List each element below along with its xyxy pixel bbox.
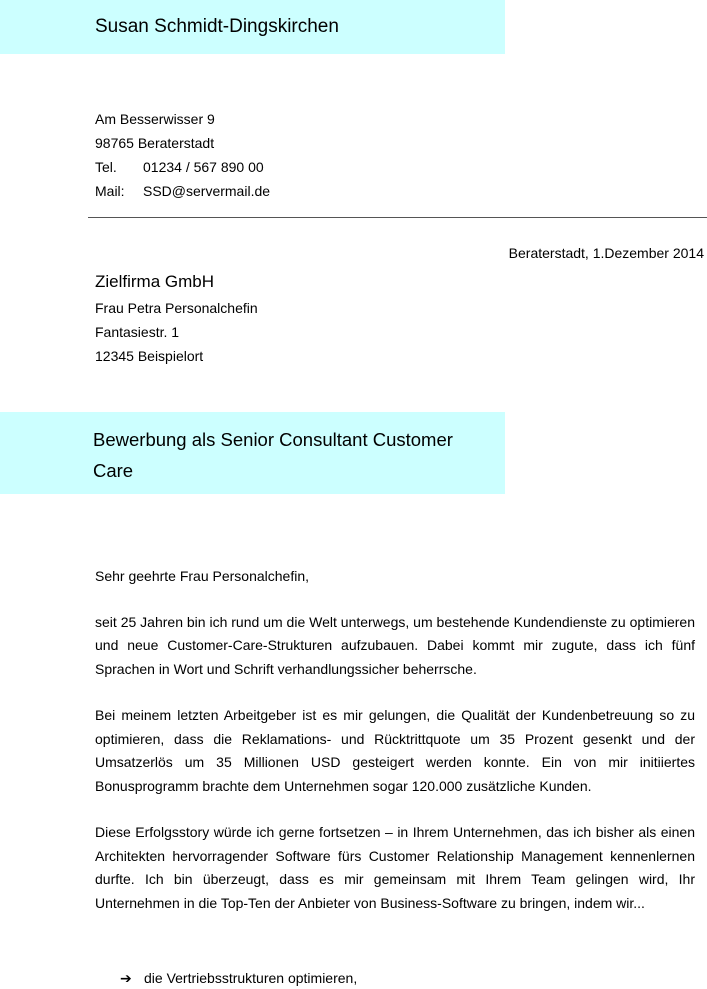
- sender-mail-row: [95, 179, 270, 203]
- sender-street: Am Besserwisser 9: [95, 111, 215, 127]
- letter-subject: Bewerbung als Senior Consultant Customer Care: [93, 429, 453, 481]
- subject-banner: [0, 412, 505, 494]
- paragraph-intro: seit 25 Jahren bin ich rund um die Welt unterwegs, um bestehende Kundendienste zu optimieren und neue Customer-Care-Strukturen aufzubauen. Dabei kommt mir zugute, dass ich fünf Sprachen in Wort und Schrift verhandlungssicher beherrsche.: [95, 613, 695, 677]
- list-item: [120, 968, 357, 988]
- sender-phone-row: [95, 155, 270, 179]
- sender-address: [95, 107, 270, 203]
- sender-name-banner: [0, 0, 505, 54]
- paragraph-achievements: Bei meinem letzten Arbeitgeber ist es mir gelungen, die Qualität der Kundenbetreuung so zu optimieren, dass die Reklamations- und Rücktrittquote um 35 Prozent gesenkt und der Umsatzerlös um 35 Millionen USD gesteigert werden konnte. Ein von mir initiiertes Bonusprogramm brachte dem Unternehmen sogar 120.000 zusätzliche Kunden.: [95, 707, 695, 794]
- recipient-street: Fantasiestr. 1: [95, 324, 180, 340]
- mail-address: SSD@servermail.de: [143, 183, 271, 199]
- paragraph-motivation: Diese Erfolgsstory würde ich gerne fortsetzen – in Ihrem Unternehmen, das ich bisher als einen Architekten hervorragender Software fürs Customer Relationship Management kennenlernen durfte. Ich bin überzeugt, dass es mir gemeinsam mit Ihrem Team gelingen wird, Ihr Unternehmen in die Top-Ten der Anbieter von Business-Software zu bringen, indem wir...: [95, 824, 695, 911]
- sender-name: Susan Schmidt-Dingskirchen: [95, 16, 339, 37]
- mail-label: Mail:: [95, 183, 125, 199]
- phone-label: Tel.: [95, 159, 117, 175]
- list-item-text: die Vertriebsstrukturen optimieren,: [144, 970, 358, 986]
- header-divider: [88, 217, 707, 218]
- recipient-company: Zielfirma GmbH: [95, 272, 215, 291]
- recipient-address: [95, 268, 258, 368]
- recipient-contact: Frau Petra Personalchefin: [95, 300, 258, 316]
- salutation: Sehr geehrte Frau Personalchefin,: [95, 568, 310, 584]
- phone-number: 01234 / 567 890 00: [143, 159, 264, 175]
- sender-city: 98765 Beraterstadt: [95, 135, 215, 151]
- letter-date: Beraterstadt, 1.Dezember 2014: [508, 245, 704, 261]
- letter-body: [95, 565, 695, 938]
- recipient-city: 12345 Beispielort: [95, 348, 204, 364]
- arrow-right-icon: ➔: [120, 970, 132, 986]
